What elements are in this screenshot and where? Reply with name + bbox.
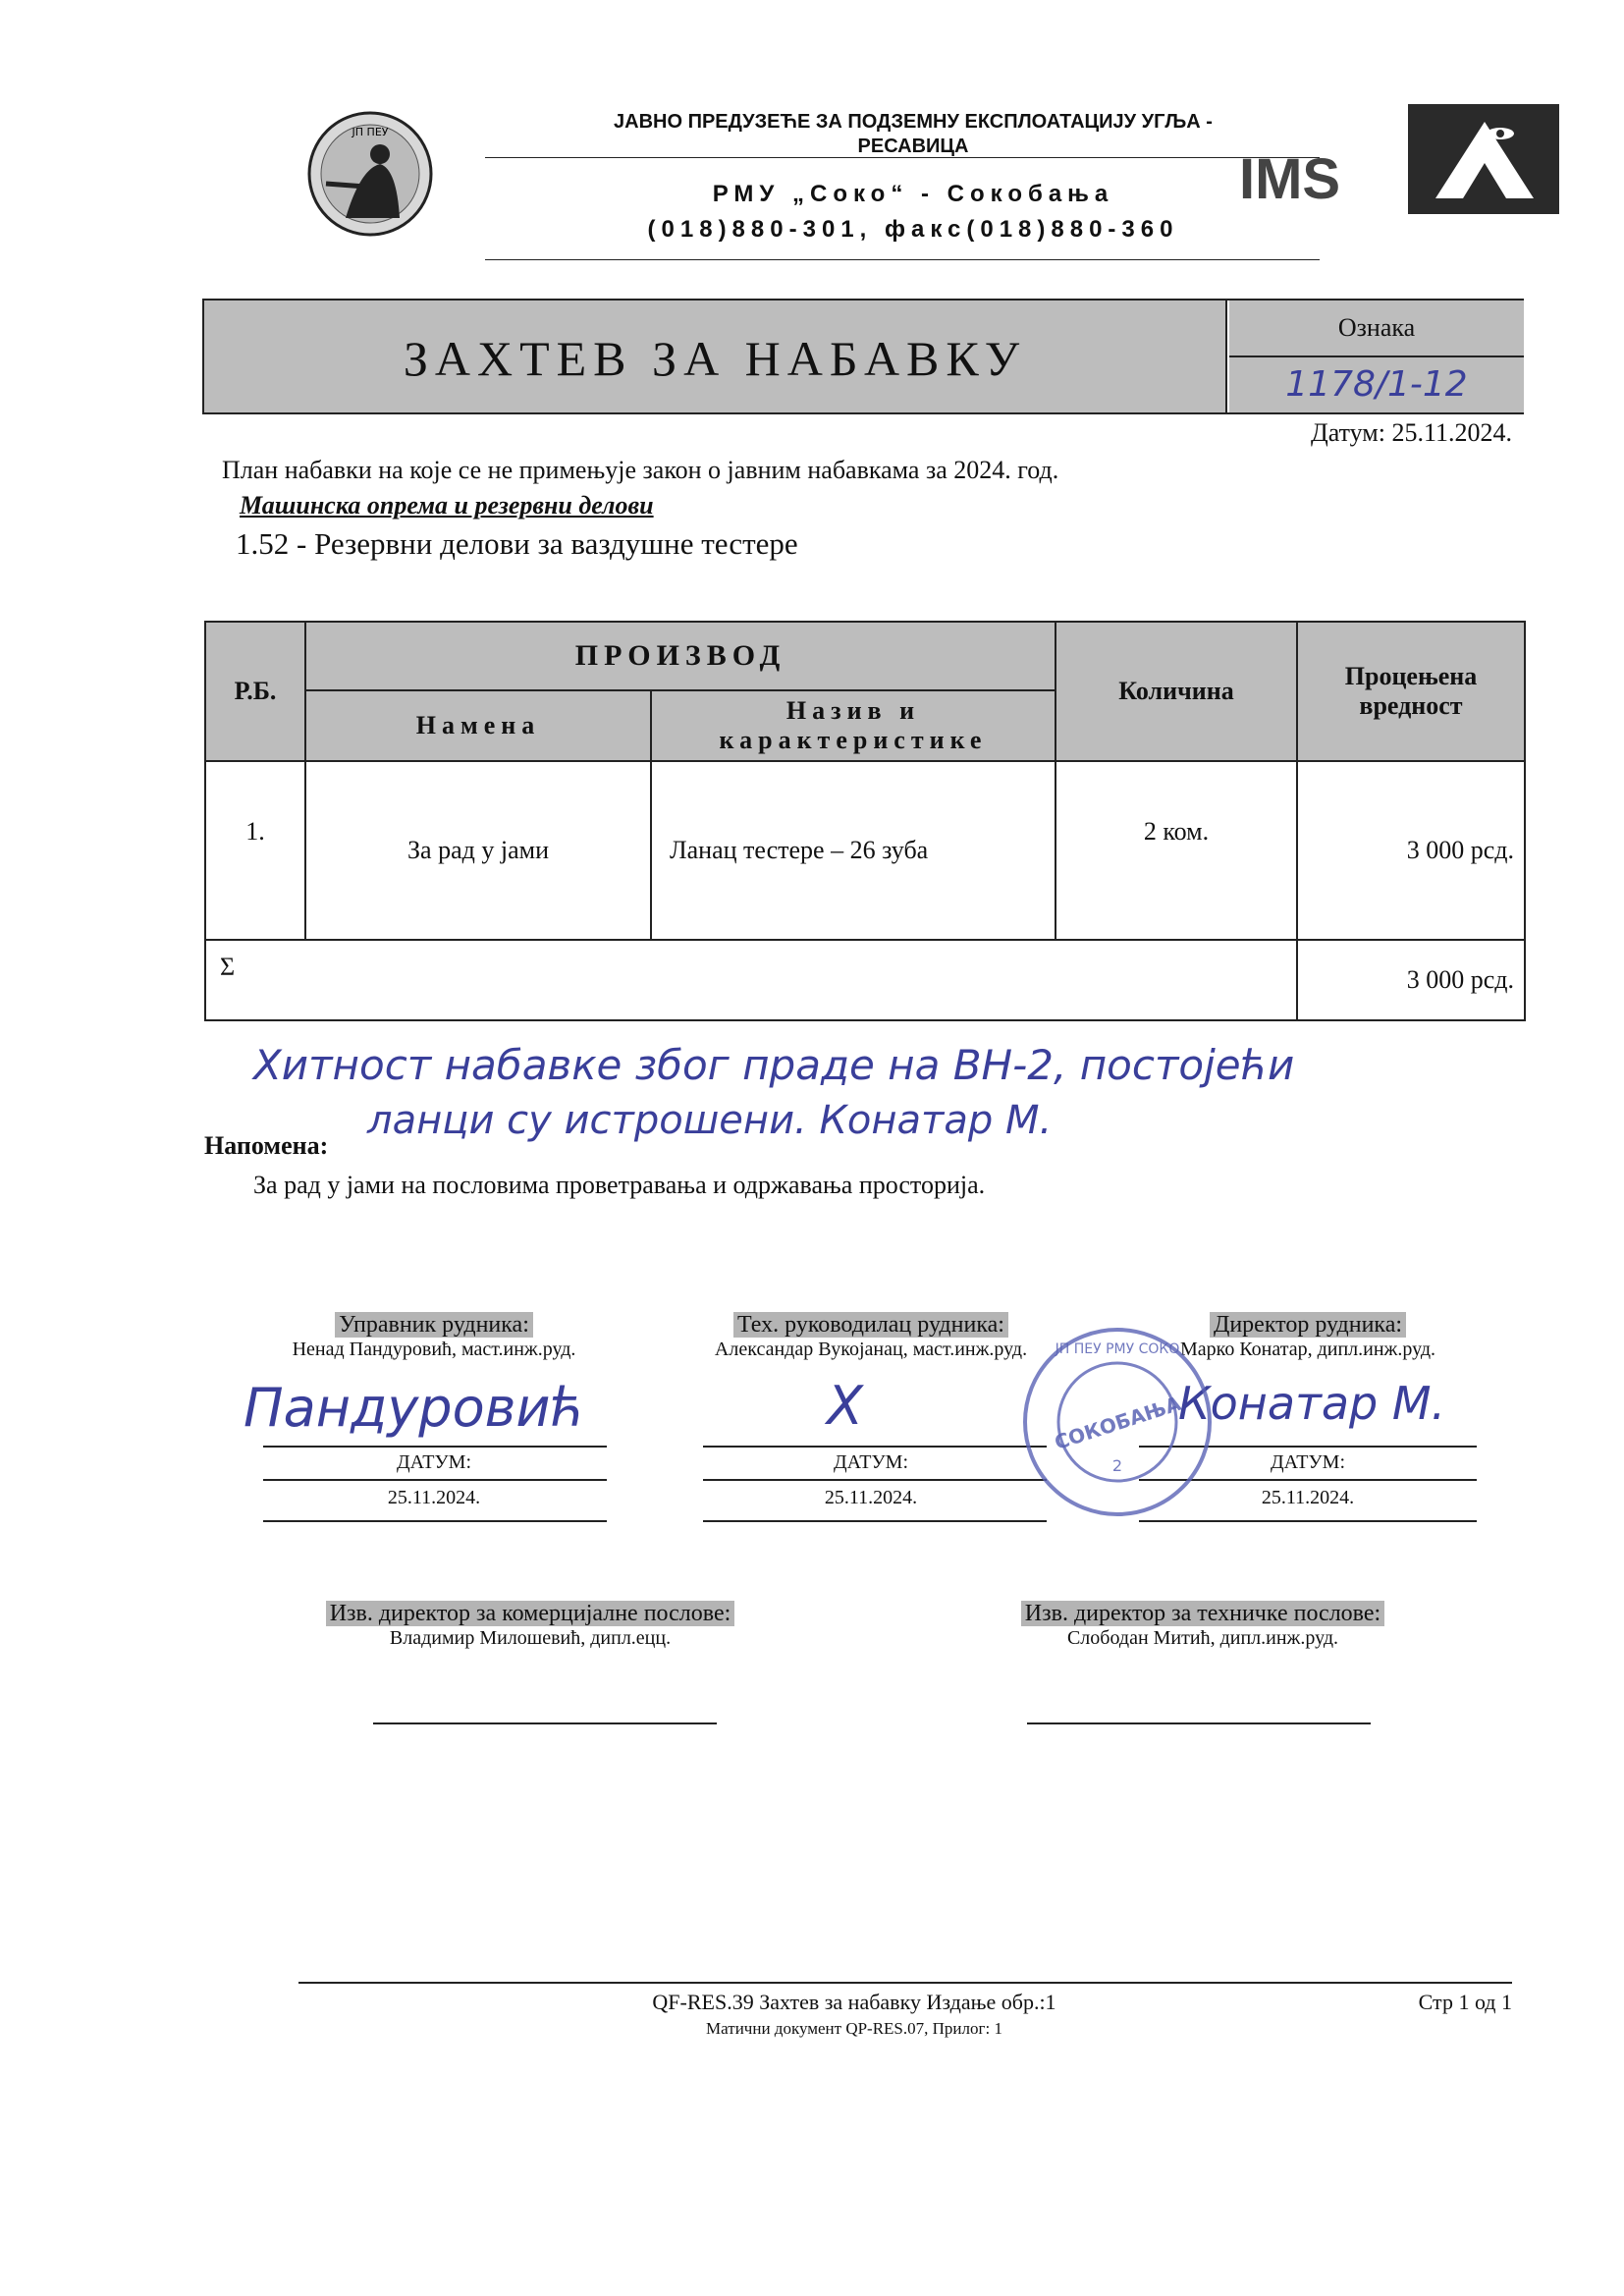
col-name: Назив и карактеристике (651, 690, 1056, 761)
col-rb: Р.Б. (205, 622, 305, 761)
footer-page-number: Стр 1 од 1 (1418, 1990, 1512, 2014)
col-value: Процењена вредност (1297, 622, 1525, 761)
plan-text: План набавки на које се не примењује закон о јавним набавкама за 2024. год. (222, 456, 1059, 484)
item-code: 1.52 - Резервни делови за ваздушне тестере (236, 526, 798, 561)
official-stamp (1019, 1324, 1216, 1520)
organization-name: ЈАВНО ПРЕДУЗЕЋЕ ЗА ПОДЗЕМНУ ЕКСПЛОАТАЦИЈУ УГЉА - РЕСАВИЦА (614, 111, 1213, 157)
title-area (204, 301, 1227, 412)
col-product: ПРОИЗВОД (305, 622, 1056, 690)
handwritten-note-line1: Хитност набавке због праде на ВН-2, постојећи (253, 1041, 1295, 1089)
items-table (204, 621, 1526, 1021)
sum-row (205, 940, 1525, 1020)
svg-text:ЈП ПЕУ: ЈП ПЕУ (352, 126, 389, 138)
note-text: За рад у јами на пословима проветравања и одржавања просторија. (253, 1171, 986, 1199)
col-qty: Количина (1056, 622, 1297, 761)
company-logo (306, 110, 434, 238)
table-row: 1. За рад у јами Ланац тестере – 26 зуба 2 ком. 3 000 рсд. (205, 761, 1525, 940)
signature-block-tech: Тех. руководилац рудника: Александар Вукојанац, маст.инж.руд. X ДАТУМ: 25.11.2024. (679, 1312, 1062, 1361)
ims-logo (1239, 104, 1559, 214)
footer-master-doc: Матични документ QP-RES.07, Прилог: 1 (706, 2019, 1002, 2038)
footer-doc-id: QF-RES.39 Захтев за набавку Издање обр.:1 (652, 1990, 1056, 2014)
form-title: ЗАХТЕВ ЗА НАБАВКУ (403, 331, 1027, 386)
form-date: Датум: 25.11.2024. (1311, 418, 1512, 447)
signature-block-manager: Управник рудника: Ненад Пандуровић, маст.инж.руд. Пандуровић ДАТУМ: 25.11.2024. (259, 1312, 609, 1361)
signature-block-director: Директор рудника: Марко Конатар, дипл.инж.руд. Конатар М. ДАТУМ: 25.11.2024. (1139, 1312, 1477, 1361)
svg-text:IMS: IMS (1239, 147, 1341, 211)
mark-label: Ознака (1229, 301, 1524, 357)
handwritten-note-line2: ланци су истрошени. Конатар М. (367, 1098, 1053, 1143)
sum-symbol: Σ (205, 940, 1297, 1020)
signature-block-technical: Изв. директор за техничке послове: Слободан Митић, дипл.инж.руд. (943, 1601, 1463, 1650)
col-purpose: Намена (305, 690, 651, 761)
svg-text:2: 2 (1111, 1456, 1123, 1475)
sum-value: 3 000 рсд. (1297, 940, 1525, 1020)
plant-contact: РМУ „Соко“ - Сокобања (018)880-301, факс(018)880-360 (647, 181, 1179, 243)
svg-text:СОКОБАЊА: СОКОБАЊА (1051, 1391, 1184, 1455)
form-title-box (202, 299, 1524, 414)
note-label: Напомена: (204, 1131, 329, 1160)
category: Машинска опрема и резервни делови (240, 491, 654, 519)
footer-divider (298, 1982, 1512, 1984)
svg-text:ЈП ПЕУ РМУ СОКО: ЈП ПЕУ РМУ СОКО (1055, 1341, 1180, 1357)
mark-value: 1178/1-12 (1229, 357, 1524, 412)
signature-block-commercial: Изв. директор за комерцијалне послове: Владимир Милошевић, дипл.ецц. (265, 1601, 795, 1650)
